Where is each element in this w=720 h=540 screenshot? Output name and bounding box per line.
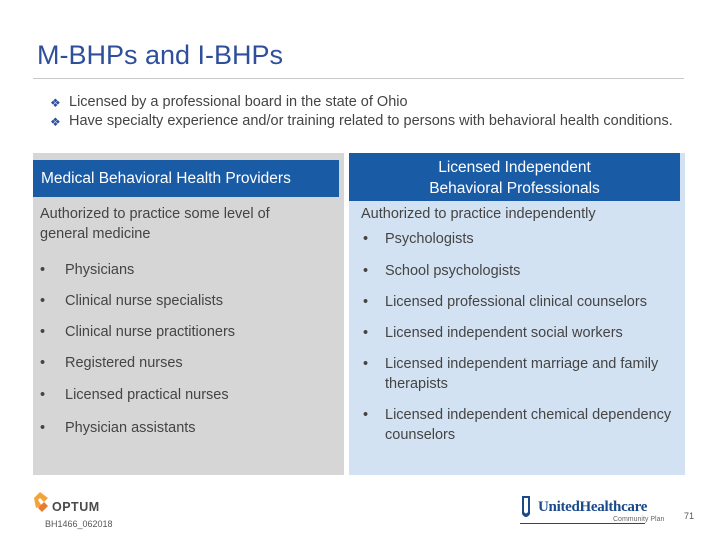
list-item-text: School psychologists [385, 263, 521, 279]
uhc-logo-text: UnitedHealthcare [538, 499, 648, 515]
intro-bullets [50, 93, 680, 131]
document-code: BH1466_062018 [45, 519, 113, 529]
list-item [40, 260, 335, 280]
right-header-line1: Licensed Independent [438, 159, 591, 176]
list-item-text: Physicians [65, 262, 135, 278]
bullet-icon: • [363, 231, 369, 247]
right-header-line2: Behavioral Professionals [429, 180, 600, 197]
list-item [363, 292, 673, 312]
list-item-text: Psychologists [385, 231, 474, 247]
list-item [363, 229, 673, 249]
list-item [40, 291, 335, 311]
list-item-text: Licensed independent social workers [385, 325, 623, 341]
left-subtitle: Authorized to practice some level of general medicine [40, 206, 270, 242]
bullet-icon: • [363, 356, 369, 372]
bullet-icon: • [40, 387, 46, 403]
uhc-tagline: Community Plan [613, 516, 665, 523]
title-divider [33, 78, 684, 79]
page-number: 71 [684, 511, 695, 521]
list-item-text: Registered nurses [65, 355, 183, 371]
list-item [40, 353, 335, 373]
intro-bullet-text: Have specialty experience and/or training related to persons with behavioral health conditions. [69, 113, 673, 129]
list-item [363, 405, 673, 445]
list-item-text: Physician assistants [65, 420, 196, 436]
bullet-icon: • [40, 262, 46, 278]
list-item-text: Licensed independent marriage and family therapists [385, 356, 659, 392]
list-item [40, 385, 335, 405]
list-item [40, 322, 335, 342]
diamond-bullet-icon: ❖ [50, 96, 61, 110]
bullet-icon: • [363, 325, 369, 341]
slide-title: M-BHPs and I-BHPs [37, 40, 284, 70]
right-subtitle: Authorized to practice independently [361, 206, 596, 222]
intro-bullet [50, 112, 680, 130]
right-column-header [349, 153, 680, 201]
list-item-text: Licensed practical nurses [65, 387, 229, 403]
list-item [40, 418, 335, 438]
list-item [363, 261, 673, 281]
diamond-bullet-icon: ❖ [50, 115, 61, 129]
list-item [363, 323, 673, 343]
intro-bullet-text: Licensed by a professional board in the state of Ohio [69, 94, 408, 110]
bullet-icon: • [40, 420, 46, 436]
bullet-icon: • [363, 407, 369, 423]
bullet-icon: • [40, 293, 46, 309]
list-item-text: Licensed professional clinical counselors [385, 294, 647, 310]
bullet-icon: • [363, 263, 369, 279]
bullet-icon: • [40, 355, 46, 371]
intro-bullet [50, 93, 680, 111]
list-item-text: Clinical nurse practitioners [65, 324, 236, 340]
list-item-text: Clinical nurse specialists [65, 293, 223, 309]
list-item-text: Licensed independent chemical dependency counselors [385, 407, 672, 443]
bullet-icon: • [363, 294, 369, 310]
left-column-header: Medical Behavioral Health Providers [33, 160, 339, 197]
bullet-icon: • [40, 324, 46, 340]
optum-logo-text: OPTUM [52, 500, 100, 514]
list-item [363, 354, 673, 394]
